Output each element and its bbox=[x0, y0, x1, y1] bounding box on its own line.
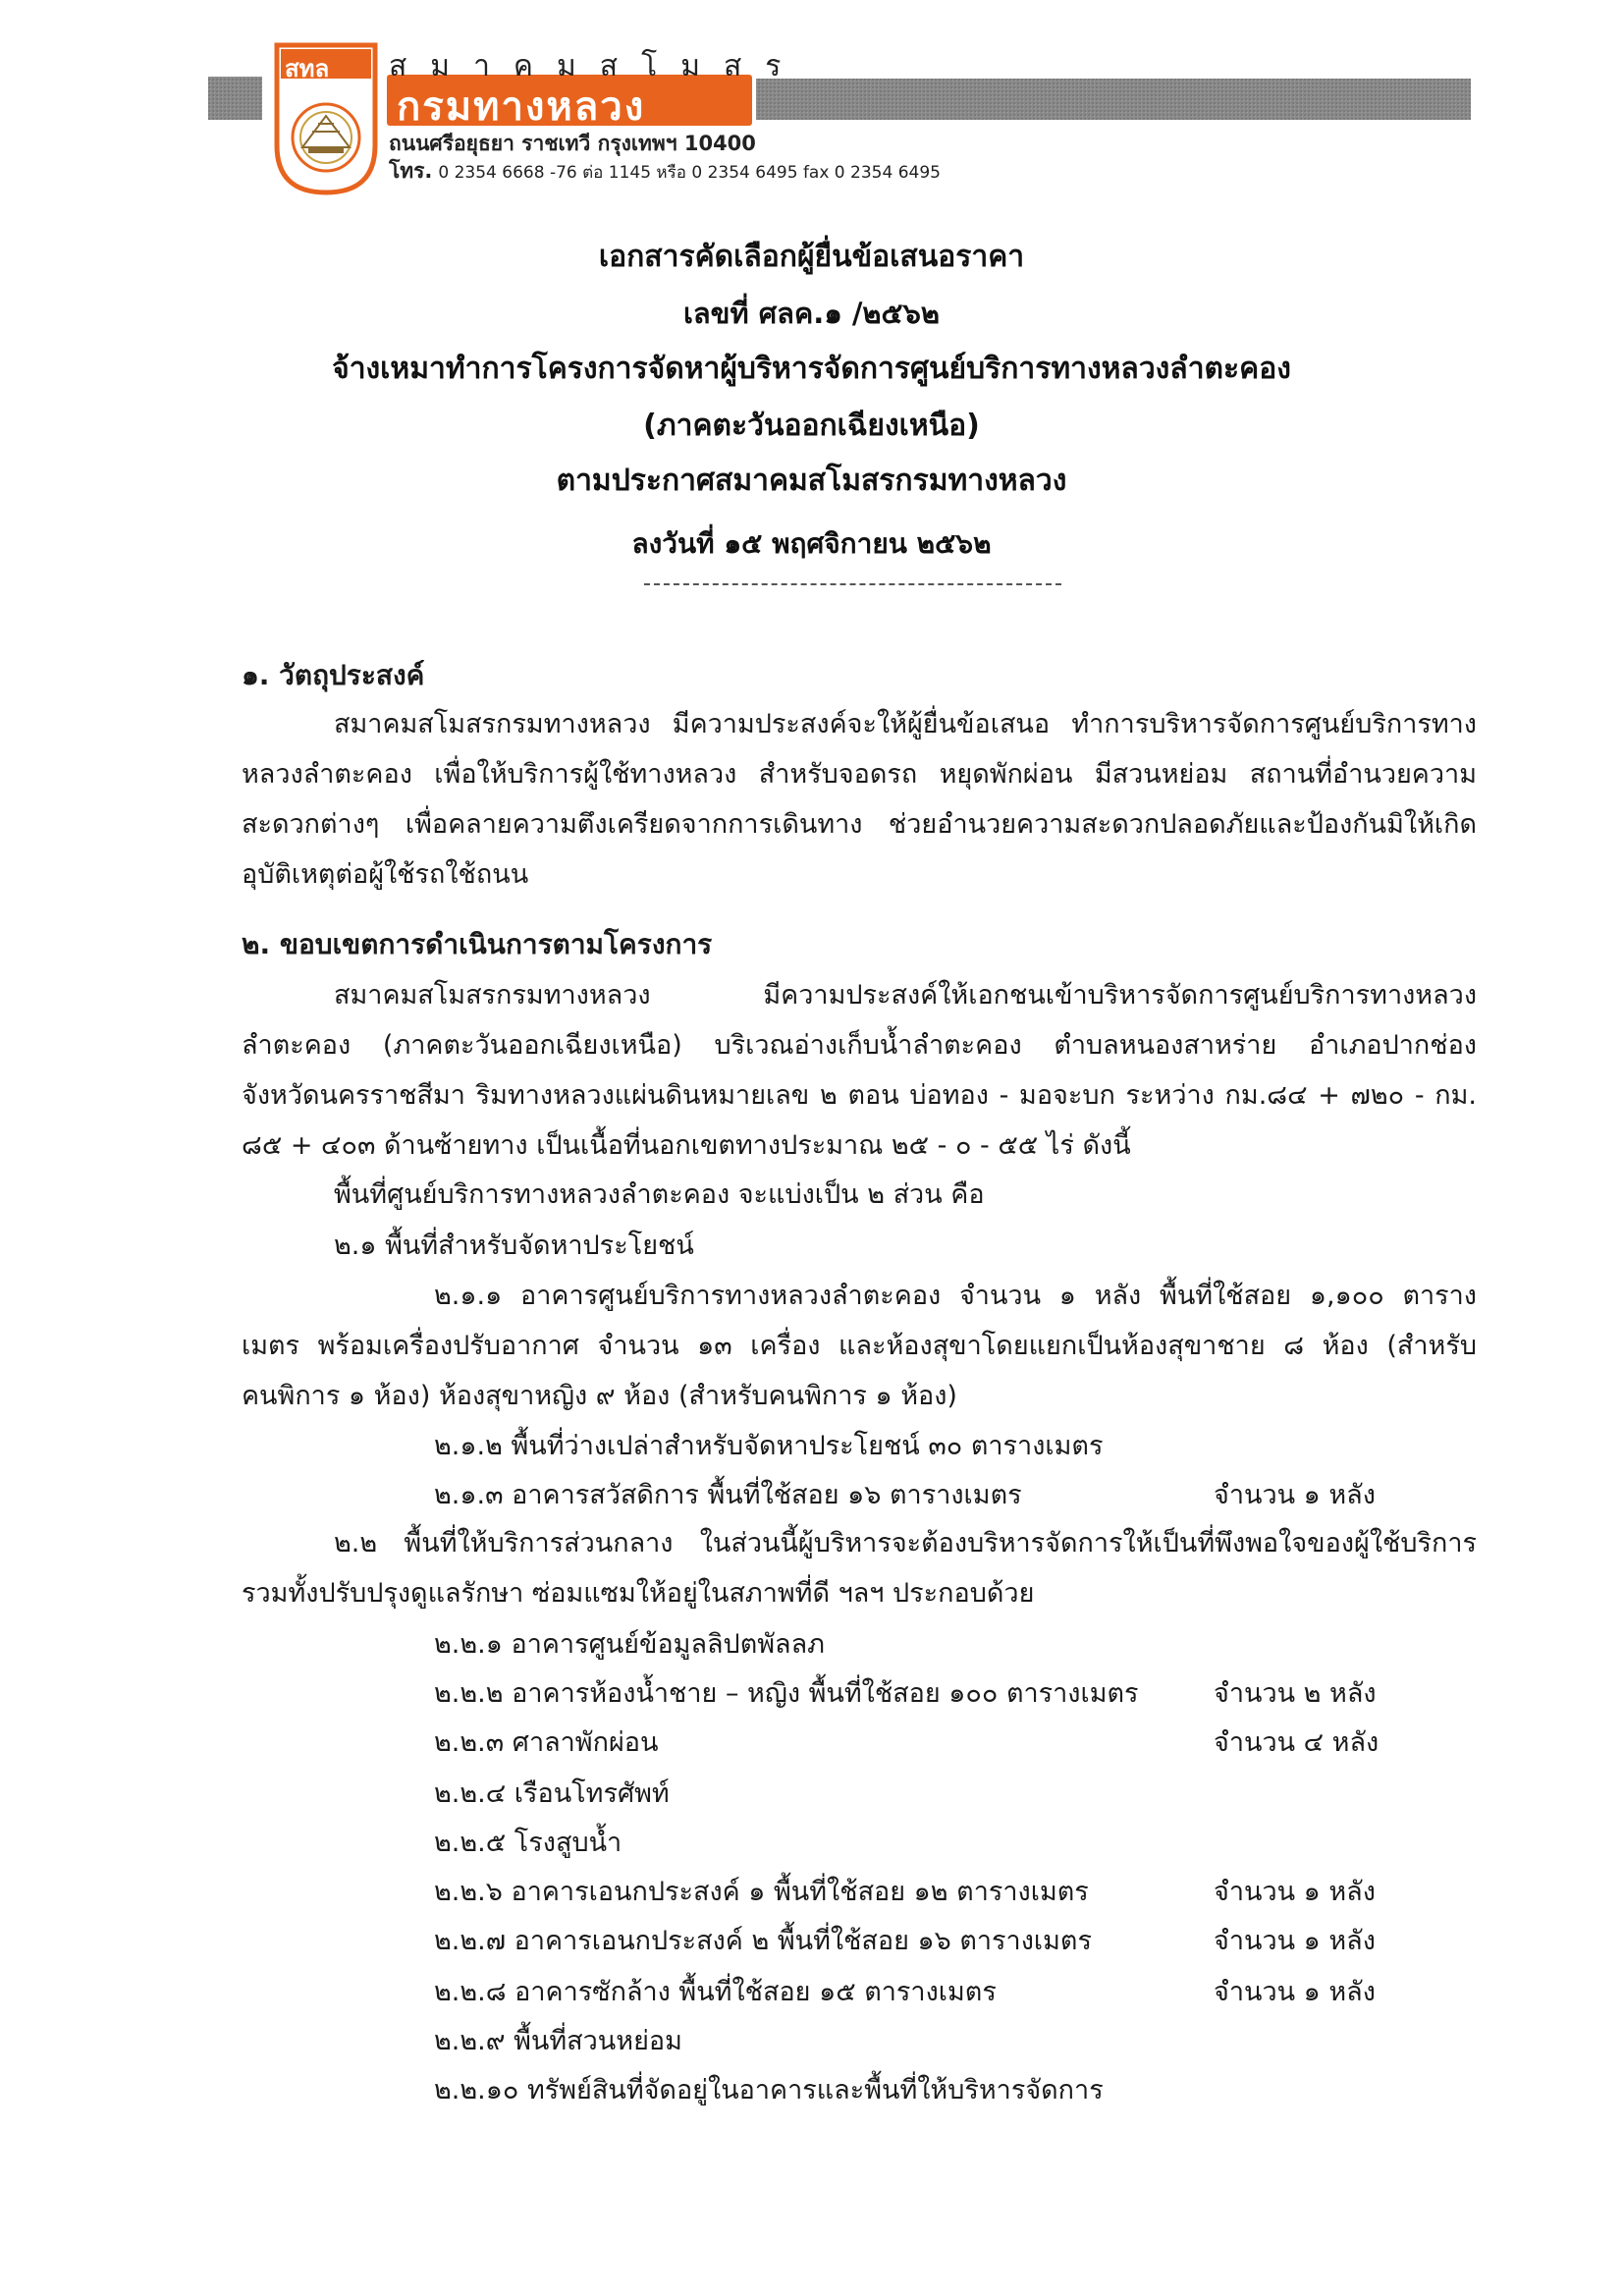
paragraph-line: อุบัติเหตุต่อผู้ใช้รถใช้ถนน bbox=[242, 859, 529, 890]
left-band bbox=[208, 77, 262, 120]
list-item: ๒.๒.๔ เรือนโทรศัพท์ bbox=[434, 1778, 670, 1809]
section-2-1-3: ๒.๑.๓ อาคารสวัสดิการ พื้นที่ใช้สอย ๑๖ ตารางเมตร bbox=[434, 1480, 1022, 1510]
paragraph-line: สมาคมสโมสรกรมทางหลวง มีความประสงค์จะให้ผู้ยื่นข้อเสนอ ทำการบริหารจัดการศูนย์บริการทาง bbox=[334, 709, 1477, 739]
logo-abbrev: สทล bbox=[285, 55, 330, 82]
paragraph-line: สะดวกต่างๆ เพื่อคลายความตึงเครียดจากการเดินทาง ช่วยอำนวยความสะดวกปลอดภัยและป้องกันมิให้เกิด bbox=[242, 809, 1477, 840]
paragraph-line: สมาคมสโมสรกรมทางหลวง มีความประสงค์ให้เอกชนเข้าบริหารจัดการศูนย์บริการทางหลวง bbox=[334, 980, 1477, 1011]
list-item: ๒.๒.๒ อาคารห้องน้ำชาย – หญิง พื้นที่ใช้สอย ๑๐๐ ตารางเมตร bbox=[434, 1678, 1139, 1709]
section-1-heading: ๑. วัตถุประสงค์ bbox=[242, 659, 425, 691]
list-item: ๒.๒.๓ ศาลาพักผ่อน bbox=[434, 1727, 659, 1758]
section-2-1-title: ๒.๑ พื้นที่สำหรับจัดหาประโยชน์ bbox=[334, 1230, 694, 1261]
list-item: ๒.๒.๕ โรงสูบน้ำ bbox=[434, 1828, 622, 1858]
doc-number: เลขที่ ศลค.๑ /๒๕๖๒ bbox=[683, 297, 940, 330]
doc-title: เอกสารคัดเลือกผู้ยื่นข้อเสนอราคา bbox=[598, 240, 1025, 274]
org-spaced-name: สมาคมสโมสร bbox=[389, 49, 805, 83]
section-2-2-paragraph bbox=[242, 1518, 1477, 1618]
paragraph-line: จังหวัดนครราชสีมา ริมทางหลวงแผ่นดินหมายเลข ๒ ตอน บ่อทอง - มอจะบก ระหว่าง กม.๘๔ + ๗๒๐ - กม. bbox=[242, 1080, 1477, 1111]
letterhead bbox=[0, 0, 1623, 196]
section-2-1-3-quantity: จำนวน ๑ หลัง bbox=[1214, 1480, 1376, 1510]
org-name: กรมทางหลวง bbox=[397, 84, 646, 130]
section-2-paragraph bbox=[242, 970, 1477, 1171]
section-2-heading: ๒. ขอบเขตการดำเนินการตามโครงการ bbox=[242, 928, 713, 960]
section-2-1-1-paragraph bbox=[242, 1271, 1477, 1421]
paragraph-line: คนพิการ ๑ ห้อง) ห้องสุขาหญิง ๙ ห้อง (สำหรับคนพิการ ๑ ห้อง) bbox=[242, 1381, 957, 1411]
list-item: ๒.๒.๗ อาคารเอนกประสงค์ ๒ พื้นที่ใช้สอย ๑๖ ตารางเมตร bbox=[434, 1926, 1092, 1956]
title-divider bbox=[644, 583, 1061, 585]
doc-date: ลงวันที่ ๑๕ พฤศจิกายน ๒๕๖๒ bbox=[631, 527, 992, 560]
list-item-quantity: จำนวน ๑ หลัง bbox=[1214, 1926, 1376, 1956]
phone-numbers: 0 2354 6668 -76 ต่อ 1145 หรือ 0 2354 6495 fax 0 2354 6495 bbox=[438, 163, 941, 183]
list-item: ๒.๒.๑๐ ทรัพย์สินที่จัดอยู่ในอาคารและพื้นที่ให้บริหารจัดการ bbox=[434, 2075, 1104, 2105]
org-phone-line bbox=[389, 155, 941, 188]
paragraph-line: ๒.๒ พื้นที่ให้บริการส่วนกลาง ในส่วนนี้ผู้บริหารจะต้องบริหารจัดการให้เป็นที่พึงพอใจของผู้ใช้บริการ bbox=[334, 1528, 1477, 1558]
list-item-quantity: จำนวน ๒ หลัง bbox=[1214, 1678, 1377, 1709]
phone-label: โทร. bbox=[389, 159, 433, 183]
org-address: ถนนศรีอยุธยา ราชเทวี กรุงเทพฯ 10400 bbox=[389, 132, 756, 155]
list-item: ๒.๒.๘ อาคารซักล้าง พื้นที่ใช้สอย ๑๕ ตารางเมตร bbox=[434, 1977, 997, 2007]
paragraph-line: รวมทั้งปรับปรุงดูแลรักษา ซ่อมแซมให้อยู่ในสภาพที่ดี ฯลฯ ประกอบด้วย bbox=[242, 1578, 1035, 1609]
list-item-quantity: จำนวน ๑ หลัง bbox=[1214, 1877, 1376, 1907]
paragraph-line: ๒.๑.๑ อาคารศูนย์บริการทางหลวงลำตะคอง จำนวน ๑ หลัง พื้นที่ใช้สอย ๑,๑๐๐ ตาราง bbox=[434, 1281, 1477, 1311]
doc-subject: จ้างเหมาทำการโครงการจัดหาผู้บริหารจัดการศูนย์บริการทางหลวงลำตะคอง bbox=[332, 352, 1291, 386]
paragraph-line: ๘๕ + ๔๐๓ ด้านซ้ายทาง เป็นเนื้อที่นอกเขตทางประมาณ ๒๕ - ๐ - ๕๕ ไร่ ดังนี้ bbox=[242, 1130, 1131, 1161]
section-1-paragraph bbox=[242, 699, 1477, 900]
list-item: ๒.๒.๙ พื้นที่สวนหย่อม bbox=[434, 2026, 682, 2056]
list-item: ๒.๒.๖ อาคารเอนกประสงค์ ๑ พื้นที่ใช้สอย ๑๒ ตารางเมตร bbox=[434, 1877, 1089, 1907]
section-2-1-2: ๒.๑.๒ พื้นที่ว่างเปล่าสำหรับจัดหาประโยชน์ ๓๐ ตารางเมตร bbox=[434, 1431, 1104, 1461]
list-item: ๒.๒.๑ อาคารศูนย์ข้อมูลลิปตพัลลภ bbox=[434, 1629, 825, 1660]
section-2-intro: พื้นที่ศูนย์บริการทางหลวงลำตะคอง จะแบ่งเป็น ๒ ส่วน คือ bbox=[334, 1179, 985, 1210]
paragraph-line: หลวงลำตะคอง เพื่อให้บริการผู้ใช้ทางหลวง สำหรับจอดรถ หยุดพักผ่อน มีสวนหย่อม สถานที่อำนวยความ bbox=[242, 759, 1477, 790]
list-item-quantity: จำนวน ๑ หลัง bbox=[1214, 1977, 1376, 2007]
paragraph-line: เมตร พร้อมเครื่องปรับอากาศ จำนวน ๑๓ เครื่อง และห้องสุขาโดยแยกเป็นห้องสุขาชาย ๘ ห้อง (สำหรับ bbox=[242, 1331, 1477, 1361]
doc-reference: ตามประกาศสมาคมสโมสรกรมทางหลวง bbox=[556, 464, 1067, 498]
doc-region: (ภาคตะวันออกเฉียงเหนือ) bbox=[643, 409, 980, 443]
list-item-quantity: จำนวน ๔ หลัง bbox=[1214, 1727, 1380, 1758]
right-band bbox=[756, 79, 1471, 120]
paragraph-line: ลำตะคอง (ภาคตะวันออกเฉียงเหนือ) บริเวณอ่างเก็บน้ำลำตะคอง ตำบลหนองสาหร่าย อำเภอปากช่อง bbox=[242, 1030, 1477, 1061]
